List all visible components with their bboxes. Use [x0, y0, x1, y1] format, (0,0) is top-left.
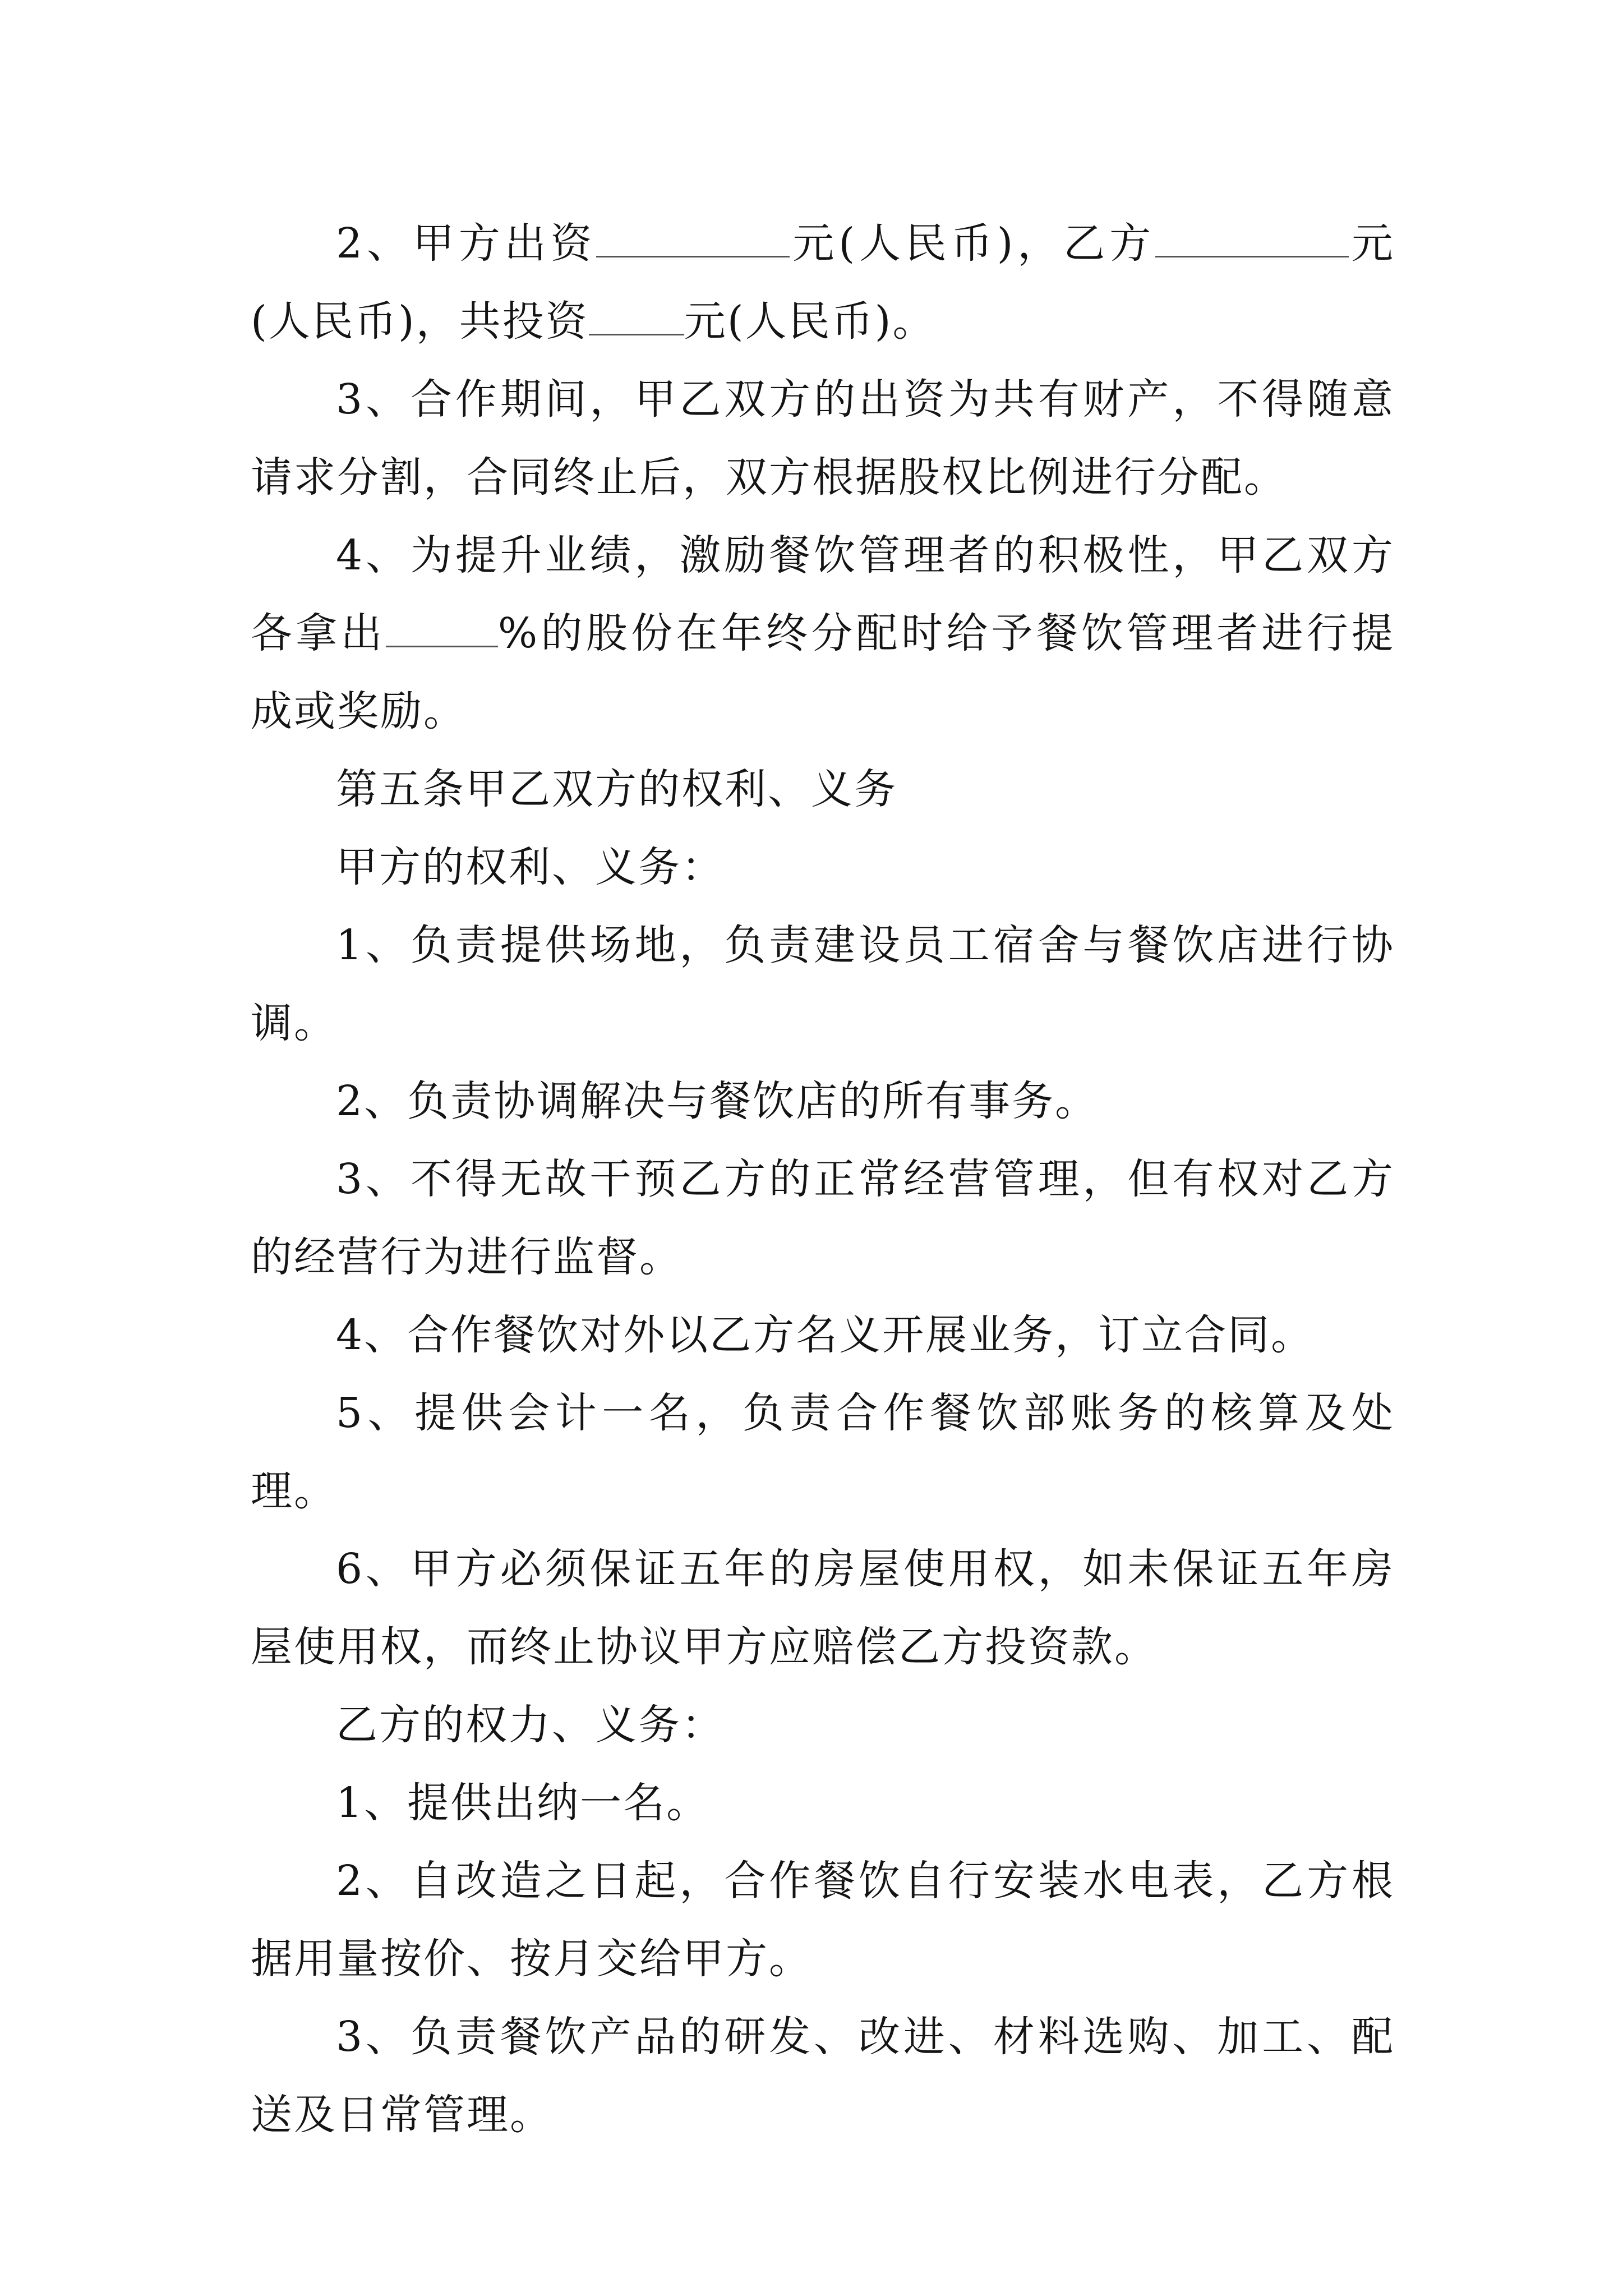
blank-line [1155, 221, 1349, 257]
text-fragment: 2、甲方出资 [336, 219, 597, 268]
subheading-party-b: 乙方的权力、义务： [336, 1701, 725, 1749]
subheading-party-a: 甲方的权利、义务： [336, 843, 725, 891]
paragraph-clause: 5、提供会计一名，负责合作餐饮部账务的核算及处理。 [251, 1389, 1395, 1515]
text-fragment: 元(人民币)，乙方 [790, 219, 1156, 268]
paragraph-clause: 2、自改造之日起，合作餐饮自行安装水电表，乙方根据用量按价、按月交给甲方。 [251, 1857, 1395, 1983]
paragraph-investment [251, 205, 1395, 361]
blank-line [596, 221, 790, 257]
section-heading: 第五条甲乙双方的权利、义务 [336, 765, 897, 813]
text-fragment: 元(人民币)。 [684, 297, 936, 346]
paragraph-clause: 3、不得无故干预乙方的正常经营管理，但有权对乙方的经营行为进行监督。 [251, 1155, 1395, 1281]
paragraph-clause: 3、负责餐饮产品的研发、改进、材料选购、加工、配送及日常管理。 [251, 2013, 1395, 2139]
blank-line [589, 299, 684, 335]
paragraph-clause: 1、负责提供场地，负责建设员工宿舍与餐饮店进行协调。 [251, 921, 1395, 1047]
paragraph-clause: 4、合作餐饮对外以乙方名义开展业务，订立合同。 [336, 1311, 1315, 1359]
text-fragment: 元(人 [251, 219, 1395, 346]
text-fragment: 4、为提升业绩，激励餐饮管理者的积极性，甲乙双方各拿出 [251, 531, 1395, 657]
paragraph-incentive [251, 517, 1395, 751]
text-fragment: %的股份在年终分配时给予餐饮管理者进行提成或奖励。 [251, 609, 1395, 735]
document-body [251, 205, 1395, 2154]
paragraph-clause: 1、提供出纳一名。 [336, 1779, 710, 1827]
paragraph-clause: 6、甲方必须保证五年的房屋使用权，如未保证五年房屋使用权，而终止协议甲方应赔偿乙方投资款。 [251, 1545, 1395, 1671]
paragraph-clause: 3、合作期间，甲乙双方的出资为共有财产，不得随意请求分割，合同终止后，双方根据股权比例进行分配。 [251, 375, 1395, 501]
paragraph-clause: 2、负责协调解决与餐饮店的所有事务。 [336, 1077, 1099, 1125]
text-fragment: 民币)，共投资 [311, 297, 589, 346]
blank-line [386, 611, 498, 647]
